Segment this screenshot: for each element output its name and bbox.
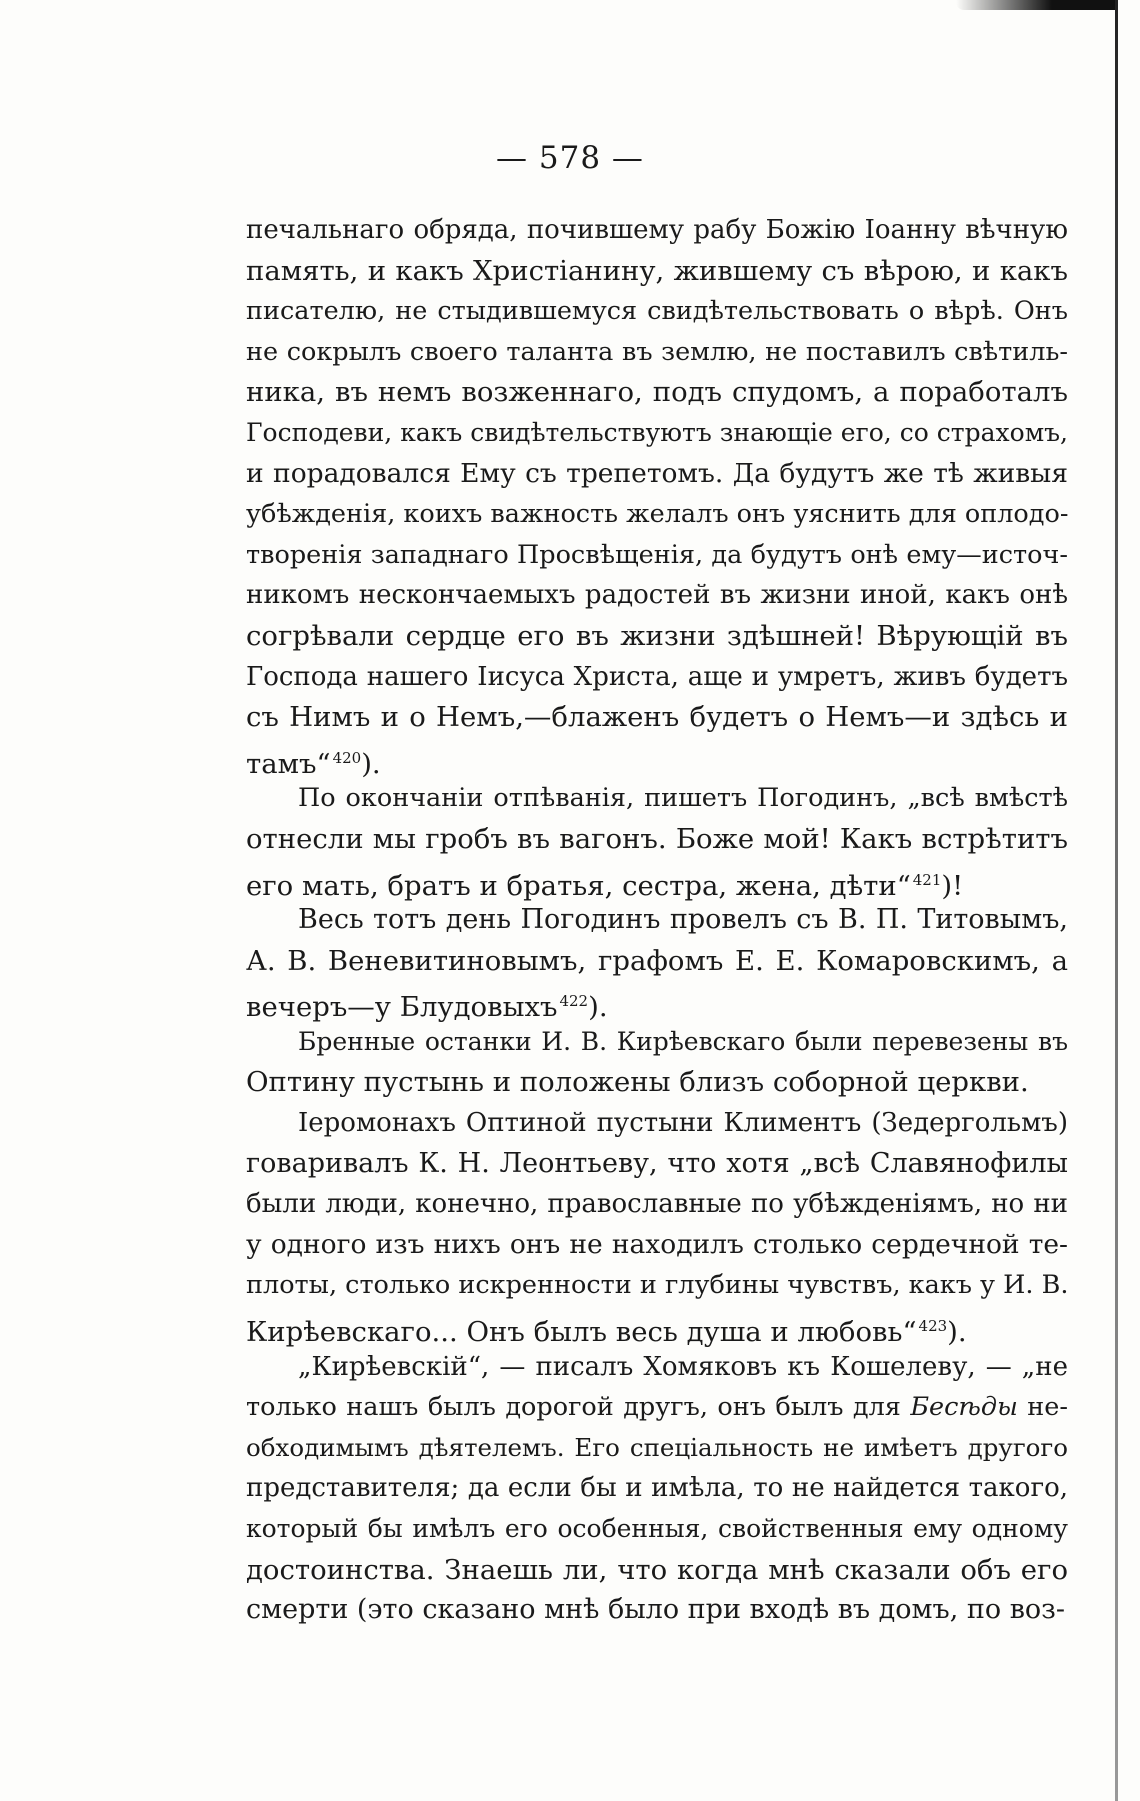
text-line [246, 1387, 1068, 1428]
line-text-tail: ). [588, 991, 608, 1024]
body-text [246, 210, 1068, 1631]
text-line [246, 1022, 1068, 1063]
text-line [246, 657, 1068, 698]
text-line [246, 494, 1068, 535]
footnote-marker: 422 [559, 992, 589, 1011]
line-text: писателю, не стыдившемуся свидѣтельствовать о вѣрѣ. Онъ [246, 296, 1068, 327]
line-text: только нашъ былъ дорогой другъ, онъ былъ для [246, 1392, 911, 1423]
paragraph [246, 1103, 1068, 1347]
line-text: А. В. Веневитиновымъ, графомъ Е. Е. Комаровскимъ, а [246, 944, 1068, 977]
line-text: у одного изъ нихъ онъ не находилъ столько сердечной те- [246, 1228, 1068, 1260]
text-line [246, 819, 1068, 860]
text-line [246, 535, 1068, 576]
line-text-tail: ). [947, 1316, 967, 1349]
text-line [246, 778, 1068, 819]
text-line [246, 1347, 1068, 1388]
line-text-tail: ). [361, 747, 381, 780]
text-line [246, 1144, 1068, 1185]
paragraph [246, 1347, 1068, 1631]
text-line [246, 616, 1068, 657]
text-line [246, 1468, 1068, 1509]
line-text: отнесли мы гробъ въ вагонъ. Боже мой! Какъ встрѣтитъ [246, 822, 1068, 855]
text-line [246, 1590, 1068, 1631]
footnote-marker: 423 [918, 1317, 948, 1336]
text-line [246, 860, 1068, 901]
text-line [246, 1509, 1068, 1550]
text-line [246, 1306, 1068, 1347]
text-line [246, 575, 1068, 616]
text-line [246, 1225, 1068, 1266]
line-text: смерти (это сказано мнѣ было при входѣ въ домъ, по воз- [246, 1594, 1066, 1626]
line-text: говаривалъ К. Н. Леонтьеву, что хотя „всѣ Славянофилы [246, 1147, 1068, 1179]
scan-edge-top [956, 0, 1116, 10]
line-text: представителя; да если бы и имѣла, то не найдется такого, [246, 1473, 1068, 1504]
text-line [246, 413, 1068, 454]
scan-edge-right [1115, 0, 1118, 1801]
line-text: и порадовался Ему съ трепетомъ. Да будутъ же тѣ живыя [246, 457, 1068, 489]
line-text: не сокрылъ своего таланта въ землю, не поставилъ свѣтиль- [246, 336, 1068, 367]
text-line [246, 981, 1068, 1022]
line-text: Весь тотъ день Погодинъ провелъ съ В. П. Титовымъ, [298, 904, 1068, 936]
paragraph [246, 778, 1068, 900]
text-line [246, 900, 1068, 941]
line-text: печальнаго обряда, почившему рабу Божію Іоанну вѣчную [246, 215, 1068, 245]
line-text: „Кирѣевскій“, — писалъ Хомяковъ къ Кошелеву, — „не [298, 1351, 1068, 1382]
line-text: Іеромонахъ Оптиной пустыни Климентъ (Зедергольмъ) [298, 1108, 1068, 1139]
footnote-marker: 421 [912, 870, 942, 889]
text-line [246, 941, 1068, 982]
line-text: тамъ“ [246, 747, 331, 780]
text-line [246, 738, 1068, 779]
line-text: По окончаніи отпѣванія, пишетъ Погодинъ, „всѣ вмѣстѣ [298, 783, 1068, 814]
line-text: Бренные останки И. В. Кирѣевскаго были перевезены въ [298, 1026, 1068, 1056]
paragraph [246, 900, 1068, 1022]
text-line [246, 251, 1068, 292]
line-text: съ Нимъ и о Немъ,—блаженъ будетъ о Немъ—и здѣсь и [246, 701, 1068, 734]
text-line [246, 697, 1068, 738]
line-text: Кирѣевскаго... Онъ былъ весь душа и любовь“ [246, 1316, 917, 1349]
line-text: были люди, конечно, православные по убѣжденіямъ, но ни [246, 1189, 1068, 1220]
line-text: Господеви, какъ свидѣтельствуютъ знающіе его, со страхомъ, [246, 417, 1068, 447]
text-line [246, 1103, 1068, 1144]
line-text: согрѣвали сердце его въ жизни здѣшней! Вѣрующій въ [246, 619, 1068, 652]
line-text: который бы имѣлъ его особенныя, свойственныя ему одному [246, 1514, 1068, 1543]
line-text: обходимымъ дѣятелемъ. Его спеціальность не имѣетъ другого [246, 1432, 1068, 1462]
text-line [246, 210, 1068, 251]
text-line [246, 1265, 1068, 1306]
text-line [246, 1062, 1068, 1103]
text-line [246, 372, 1068, 413]
paragraph [246, 210, 1068, 778]
text-line [246, 1550, 1068, 1591]
line-text: Оптину пустынь и положены близъ соборной церкви. [246, 1066, 1029, 1099]
line-text: плоты, столько искренности и глубины чувствъ, какъ у И. В. [246, 1270, 1069, 1301]
text-line [246, 291, 1068, 332]
text-line [246, 1428, 1068, 1469]
line-text: убѣжденія, коихъ важность желалъ онъ уяснить для оплодо- [246, 499, 1069, 530]
line-text: никомъ нескончаемыхъ радостей въ жизни иной, какъ онѣ [246, 580, 1068, 611]
line-text: Господа нашего Іисуса Христа, аще и умретъ, живъ будетъ [246, 661, 1068, 692]
italic-title: Бесѣды [910, 1392, 1018, 1423]
line-text: творенія западнаго Просвѣщенія, да будутъ онѣ ему—источ- [246, 539, 1068, 570]
line-text: ника, въ немъ возженнаго, подъ спудомъ, а поработалъ [246, 376, 1068, 409]
page-number: — 578 — [496, 140, 644, 176]
line-text: достоинства. Знаешь ли, что когда мнѣ сказали объ его [246, 1553, 1068, 1586]
text-line [246, 332, 1068, 373]
line-text: его мать, братъ и братья, сестра, жена, дѣти“ [246, 869, 911, 902]
line-text-tail: )! [941, 869, 964, 902]
paragraph [246, 1022, 1068, 1103]
line-text: вечеръ—у Блудовыхъ [246, 991, 558, 1024]
text-line [246, 1184, 1068, 1225]
footnote-marker: 420 [332, 748, 362, 767]
text-line [246, 454, 1068, 495]
line-text-tail: не- [1017, 1392, 1068, 1423]
line-text: память, и какъ Христіанину, жившему съ вѣрою, и какъ [246, 254, 1068, 287]
